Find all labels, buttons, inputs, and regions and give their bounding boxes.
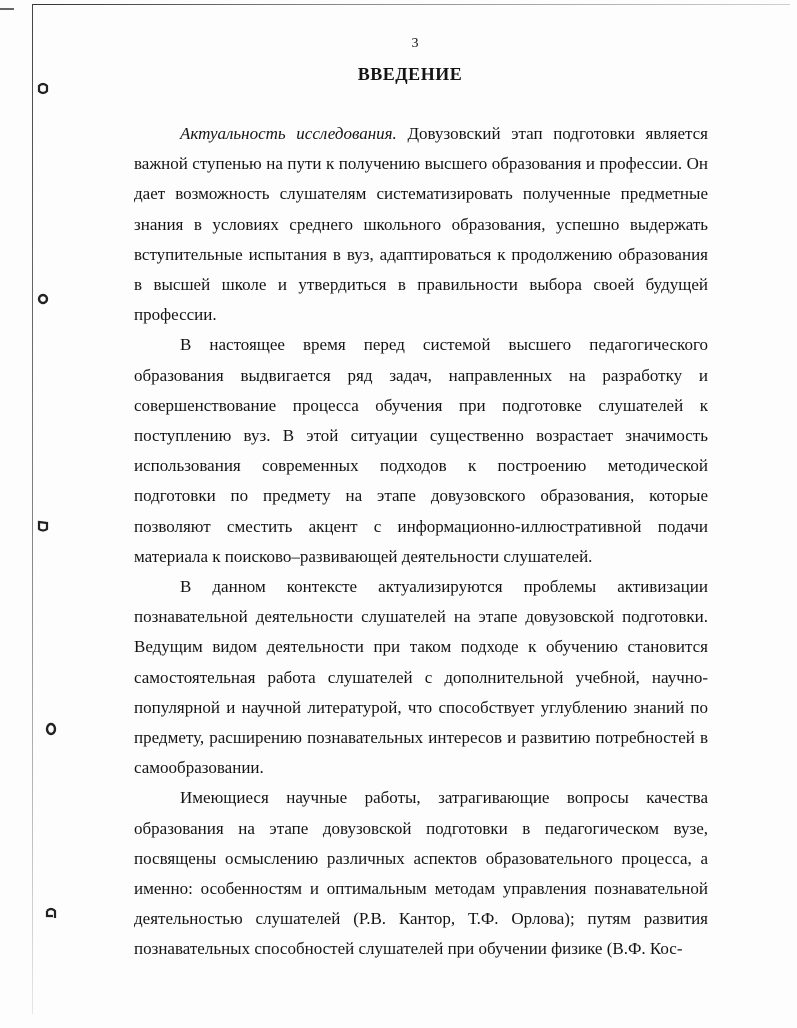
paragraph-text: В данном контексте актуализируются проблемы активизации познавательной деятельности слушателей на этапе довузовской подготовки. Ведущим видом деятельности при таком подходе к обучению становится самостоятельная работа слушателей с дополнительной учебной, научно-популярной и научной литературой, что способствует углублению знаний по предмету, расширению познавательных интересов и развитию потребностей в самообразовании. bbox=[134, 577, 708, 778]
binder-hole-icon bbox=[44, 722, 58, 736]
binder-hole-icon bbox=[44, 906, 58, 920]
paragraph bbox=[134, 119, 708, 330]
paragraph bbox=[134, 572, 708, 783]
paragraph-text: Имеющиеся научные работы, затрагивающие вопросы качества образования на этапе довузовской подготовки в педагогическом вузе, посвящены осмыслению различных аспектов образовательного процесса, а именно: особенностям и оптимальным методам управления познавательной деятельностью слушателей (Р.В. Кантор, Т.Ф. Орлова); путям развития познавательных способностей слушателей при обучении физике (В.Ф. Кос- bbox=[134, 788, 708, 959]
binder-hole-icon bbox=[36, 292, 50, 306]
paragraph-text: Довузовский этап подготовки является важной ступенью на пути к получению высшего образования и профессии. Он дает возможность слушателям систематизировать полученные предметные знания в условиях среднего школьного образования, успешно выдержать вступительные испытания в вуз, адаптироваться к продолжению образования в высшей школе и утвердиться в правильности выбора своей будущей профессии. bbox=[134, 124, 708, 325]
body-text bbox=[134, 119, 708, 965]
paragraph bbox=[134, 783, 708, 964]
binder-hole-icon bbox=[36, 82, 50, 96]
paragraph-lead: Актуальность исследования. bbox=[180, 124, 397, 143]
scan-edge-top bbox=[32, 4, 790, 5]
binder-hole-icon bbox=[36, 519, 50, 533]
scan-edge-corner bbox=[0, 8, 14, 10]
page-number: 3 bbox=[411, 36, 419, 51]
scan-edge-left bbox=[32, 4, 33, 1014]
paragraph bbox=[134, 330, 708, 572]
paragraph-text: В настоящее время перед системой высшего педагогического образования выдвигается ряд задач, направленных на разработку и совершенствование процесса обучения при подготовке слушателей к поступлению вуз. В этой ситуации существенно возрастает значимость использования современных подходов к построению методической подготовки по предмету на этапе довузовского образования, которые позволяют сместить акцент с информационно-иллюстративной подачи материала к поисково–развивающей деятельности слушателей. bbox=[134, 335, 708, 566]
section-title: ВВЕДЕНИЕ bbox=[357, 64, 463, 84]
